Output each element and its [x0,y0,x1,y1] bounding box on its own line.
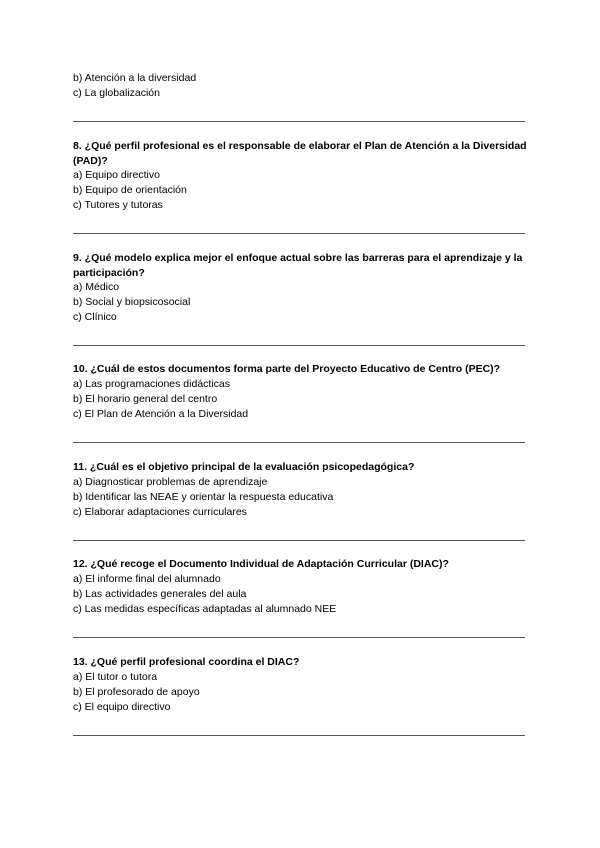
answer-line-q11 [73,540,525,541]
q9-option-a: a) Médico [73,281,120,293]
q12-option-b: b) Las actividades generales del aula [73,588,247,600]
q8-option-c: c) Tutores y tutoras [73,199,163,211]
q12-option-a: a) El informe final del alumnado [73,573,221,585]
q13-option-c: c) El equipo directivo [73,701,171,713]
answer-line-q13 [73,735,525,736]
answer-line-q7 [73,121,525,122]
q11-question: 11. ¿Cuál es el objetivo principal de la evaluación psicopedagógica? [73,461,415,473]
answer-line-q9 [73,345,525,346]
q8-question: 8. ¿Qué perfil profesional es el responsable de elaborar el Plan de Atención a la Diversidad (PAD)? [73,140,527,167]
answer-line-q10 [73,442,525,443]
q12-question: 12. ¿Qué recoge el Documento Individual de Adaptación Curricular (DIAC)? [73,558,449,570]
q7-option-b: b) Atención a la diversidad [73,72,197,84]
q10-option-a: a) Las programaciones didácticas [73,378,230,390]
q10-question: 10. ¿Cuál de estos documentos forma parte del Proyecto Educativo de Centro (PEC)? [73,363,501,375]
q8-option-b: b) Equipo de orientación [73,184,187,196]
q12-option-c: c) Las medidas específicas adaptadas al alumnado NEE [73,603,337,615]
answer-line-q12 [73,637,525,638]
q13-question: 13. ¿Qué perfil profesional coordina el DIAC? [73,656,300,668]
q11-option-b: b) Identificar las NEAE y orientar la respuesta educativa [73,491,334,503]
q10-option-b: b) El horario general del centro [73,393,218,405]
answer-line-q8 [73,233,525,234]
q9-option-b: b) Social y biopsicosocial [73,296,191,308]
q13-option-b: b) El profesorado de apoyo [73,686,200,698]
q9-question: 9. ¿Qué modelo explica mejor el enfoque actual sobre las barreras para el aprendizaje y la participación? [73,252,523,279]
q10-option-c: c) El Plan de Atención a la Diversidad [73,408,249,420]
q11-option-c: c) Elaborar adaptaciones curriculares [73,506,247,518]
q8-option-a: a) Equipo directivo [73,169,160,181]
q13-option-a: a) El tutor o tutora [73,671,158,683]
q9-option-c: c) Clínico [73,311,117,323]
q7-option-c: c) La globalización [73,87,160,99]
q11-option-a: a) Diagnosticar problemas de aprendizaje [73,476,268,488]
